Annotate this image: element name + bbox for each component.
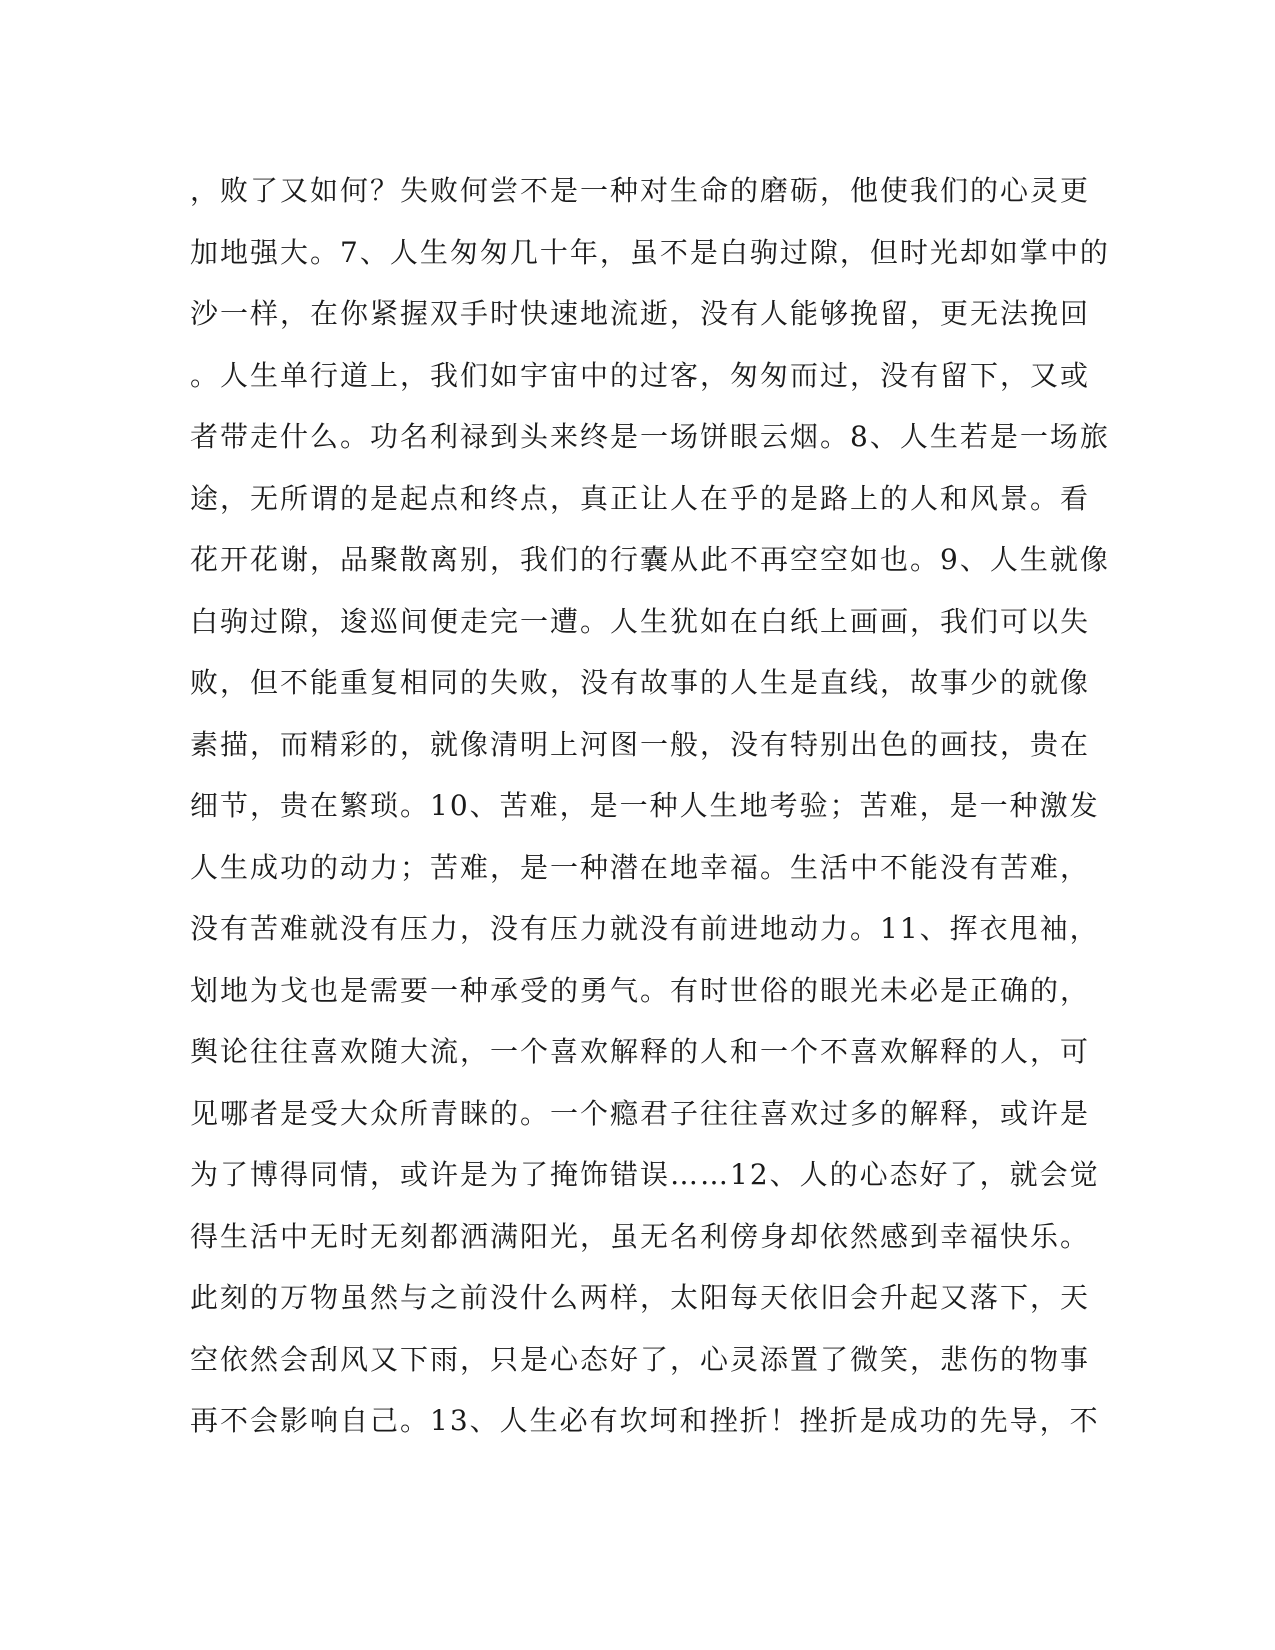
text-line-15: 舆论往往喜欢随大流，一个喜欢解释的人和一个不喜欢解释的人，可 [190, 1035, 1091, 1068]
text-line-3: 沙一样，在你紧握双手时快速地流逝，没有人能够挽留，更无法挽回 [190, 297, 1091, 330]
text-line-7: 花开花谢，品聚散离别，我们的行囊从此不再空空如也。9、人生就像 [190, 543, 1110, 576]
text-line-11: 细节，贵在繁琐。10、苦难，是一种人生地考验；苦难，是一种激发 [190, 789, 1100, 822]
text-line-12: 人生成功的动力；苦难，是一种潜在地幸福。生活中不能没有苦难， [190, 850, 1091, 884]
text-line-16: 见哪者是受大众所青睐的。一个瘾君子往往喜欢过多的解释，或许是 [190, 1096, 1091, 1130]
text-line-21: 再不会影响自己。13、人生必有坎坷和挫折！挫折是成功的先导，不 [190, 1404, 1100, 1437]
text-line-5: 者带走什么。功名利禄到头来终是一场饼眼云烟。8、人生若是一场旅 [190, 420, 1110, 453]
text-line-13: 没有苦难就没有压力，没有压力就没有前进地动力。11、挥衣甩袖， [190, 912, 1100, 945]
text-line-6: 途，无所谓的是起点和终点，真正让人在乎的是路上的人和风景。看 [190, 481, 1091, 515]
text-line-9: 败，但不能重复相同的失败，没有故事的人生是直线，故事少的就像 [190, 666, 1091, 699]
text-line-1: ，败了又如何？失败何尝不是一种对生命的磨砺，他使我们的心灵更 [190, 174, 1091, 207]
body-text [190, 160, 1110, 1452]
text-line-10: 素描，而精彩的，就像清明上河图一般，没有特别出色的画技，贵在 [190, 727, 1091, 761]
text-line-18: 得生活中无时无刻都洒满阳光，虽无名利傍身却依然感到幸福快乐。 [190, 1219, 1091, 1253]
text-line-17: 为了博得同情，或许是为了掩饰错误……12、人的心态好了，就会觉 [190, 1158, 1100, 1191]
text-line-19: 此刻的万物虽然与之前没什么两样，太阳每天依旧会升起又落下，天 [190, 1281, 1091, 1314]
text-line-4: 。人生单行道上，我们如宇宙中的过客，匆匆而过，没有留下，又或 [190, 358, 1091, 392]
text-line-14: 划地为戈也是需要一种承受的勇气。有时世俗的眼光未必是正确的， [190, 973, 1091, 1007]
text-line-8: 白驹过隙，逡巡间便走完一遭。人生犹如在白纸上画画，我们可以失 [190, 604, 1091, 638]
text-line-20: 空依然会刮风又下雨，只是心态好了，心灵添置了微笑，悲伤的物事 [190, 1342, 1091, 1376]
text-line-2: 加地强大。7、人生匆匆几十年，虽不是白驹过隙，但时光却如掌中的 [190, 235, 1110, 269]
